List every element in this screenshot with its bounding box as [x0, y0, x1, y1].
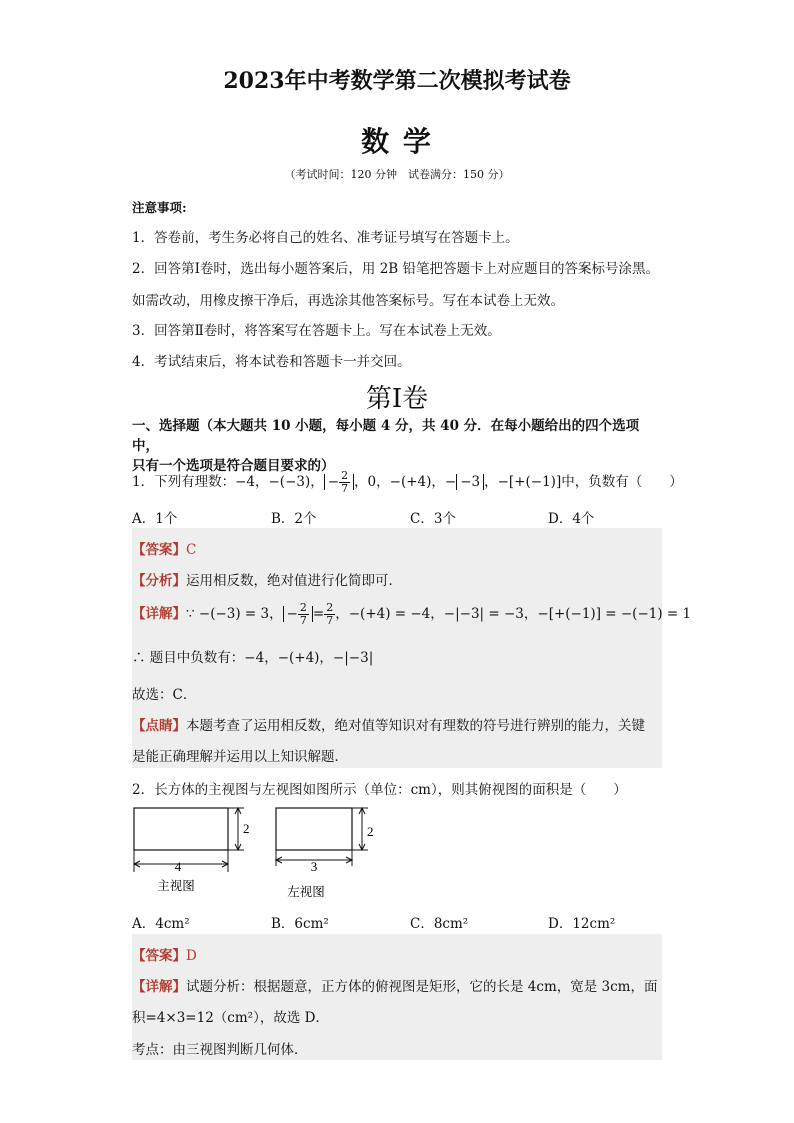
- q1-detail-a: ∵ −(−3) = 3，: [186, 606, 283, 622]
- part-line: 只有一个选项是符合题目要求的）: [132, 458, 335, 474]
- q1-detail-b: =: [312, 606, 325, 622]
- q2-three-view-diagram: [128, 800, 388, 900]
- q2-option-d[interactable]: D．12cm²: [548, 916, 616, 932]
- detail-tag: 【详解】: [132, 606, 186, 622]
- q1-stem-mid: ，0，−(+4)，−: [354, 474, 457, 490]
- q2-option-c[interactable]: C．8cm²: [410, 916, 469, 932]
- q2-option-a[interactable]: A．4cm²: [132, 916, 190, 932]
- q2-detail-line1: 试题分析：根据题意，正方体的俯视图是矩形，它的长是 4cm，宽是 3cm，面: [186, 979, 658, 995]
- analysis-tag: 【分析】: [132, 573, 186, 589]
- note-item: 4．考试结束后，将本试卷和答题卡一并交回。: [132, 354, 411, 370]
- exam-meta: （考试时间：120 分钟 试卷满分：150 分）: [284, 168, 510, 181]
- q1-answer-value: C: [186, 542, 197, 558]
- front-height-label: 2: [243, 821, 250, 836]
- part-instructions: [132, 416, 662, 476]
- q1-analysis: [132, 569, 402, 589]
- left-width-label: 3: [310, 859, 318, 874]
- front-width-label: 4: [174, 859, 182, 874]
- notes-heading: 注意事项:: [132, 200, 187, 215]
- left-view-caption: 左视图: [287, 885, 325, 899]
- q1-detail: 【详解】∵ −(−3) = 3， − $\frac{2}{7}$ = $\frac{2}{7}$ ，−(+4) = −4，−|−3| = −3，−[+(−1)] = −(−1) = 1: [132, 601, 692, 627]
- q1-stem-prefix: 1．下列有理数：−4，−(−3)，: [132, 474, 324, 490]
- q1-option-d[interactable]: D．4个: [548, 511, 595, 527]
- note-item: 1．答卷前，考生务必将自己的姓名、准考证号填写在答题卡上。: [132, 230, 519, 246]
- answer-tag: 【答案】: [132, 948, 186, 964]
- q1-stem-tail: ，−[+(−1)]中，负数有（ ）: [484, 474, 683, 490]
- q1-frac-num: 2: [341, 469, 349, 482]
- q1-remark-line2: 是能正确理解并运用以上知识解题．: [132, 749, 348, 765]
- q1-option-c[interactable]: C．3个: [410, 511, 456, 527]
- q1-conclusion: ∴ 题目中负数有：−4，−(+4)，−|−3|: [132, 650, 374, 666]
- note-item: 2．回答第Ⅰ卷时，选出每小题答案后，用 2B 铅笔把答题卡上对应题目的答案标号涂黑。: [132, 261, 660, 277]
- left-view-rectangle: [276, 808, 352, 850]
- q1-option-b[interactable]: B．2个: [271, 511, 317, 527]
- detail-tag: 【详解】: [132, 979, 186, 995]
- q1-option-a[interactable]: A．1个: [132, 511, 178, 527]
- left-height-label: 2: [367, 824, 374, 839]
- q1-detail-c: ，−(+4) = −4，−|−3| = −3，−[+(−1)] = −(−1) = 1: [335, 606, 692, 622]
- q2-answer-value: D: [186, 948, 197, 964]
- q2-point: 考点：由三视图判断几何体．: [132, 1042, 308, 1058]
- q1-remark-line1: 本题考查了运用相反数，绝对值等知识对有理数的符号进行辨别的能力，关键: [186, 718, 645, 734]
- q1-frac-den: 7: [341, 482, 349, 495]
- remark-tag: 【点睛】: [132, 718, 186, 734]
- q2-detail-line2: 积=4×3=12（cm²），故选 D．: [132, 1010, 329, 1026]
- note-item: 如需改动，用橡皮擦干净后，再选涂其他答案标号。写在本试卷上无效。: [132, 293, 564, 309]
- q2-option-b[interactable]: B．6cm²: [271, 916, 329, 932]
- exam-title: 2023年中考数学第二次模拟考试卷: [223, 68, 571, 94]
- part-line: 一、选择题（本大题共 10 小题，每小题 4 分，共 40 分．在每小题给出的四个选项中，: [132, 418, 640, 454]
- q2-detail: [132, 975, 657, 995]
- q1-analysis-text: 运用相反数，绝对值进行化简即可．: [186, 573, 402, 589]
- q1-remark: [132, 714, 645, 734]
- answer-tag: 【答案】: [132, 542, 186, 558]
- front-view-rectangle: [134, 808, 228, 850]
- q1-answer: [132, 538, 196, 558]
- q1-abs-fraction: − $\frac{2}{7}$: [324, 474, 354, 490]
- note-item: 3．回答第Ⅱ卷时，将答案写在答题卡上。写在本试卷上无效。: [132, 323, 501, 339]
- q1-abs-value: −3: [456, 474, 484, 490]
- subject-title: 数 学: [361, 125, 433, 158]
- q1-stem: [132, 470, 683, 495]
- q2-stem: 2．长方体的主视图与左视图如图所示（单位：cm），则其俯视图的面积是（ ）: [132, 782, 627, 798]
- q1-choose: 故选：C．: [132, 687, 197, 703]
- q2-answer: [132, 944, 197, 964]
- section-title: 第Ⅰ卷: [365, 384, 429, 414]
- front-view-caption: 主视图: [157, 879, 195, 893]
